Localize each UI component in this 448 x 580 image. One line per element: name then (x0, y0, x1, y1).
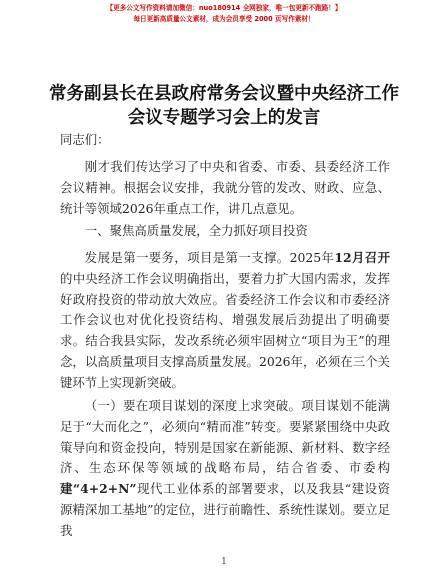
paragraph-text: 发展是第一要务，项目是第一支撑。2025年 (84, 250, 335, 265)
paragraph-intro: 刚才我们传达学习了中央和省委、市委、县委经济工作会议精神。根据会议安排，我就分管的发改、财政、应急、统计等领域2026年重点工作，讲几点意见。 (60, 159, 390, 216)
title-line-2: 会议专题学习会上的发言 (127, 108, 321, 128)
paragraph-project-investment (60, 248, 390, 394)
paragraph-text: 的中央经济工作会议明确指出，要着力扩大国内需求，发挥好政府投资的带动放大效应。省委经济工作会议和市委经济工作会议也对优化投资结构、增强发展后劲提出了明确要求。结合我县实际，发改系统必须牢固树立“项目为王”的理念，以高质量项目支撑高质量发展。2026年，必须在三个关键环节上实现新突破。 (60, 270, 390, 390)
section-heading-1: 一、聚焦高质量发展，全力抓好项目投资 (84, 223, 308, 238)
paragraph-text: 现代工业体系的部署要求，以及我县“建设资源精深加工基地”的定位，进行前瞻性、系统性谋划。要立足我 (60, 481, 390, 538)
emphasis-text: 12月召开 (334, 250, 390, 265)
emphasis-text: 建“4+2+N” (60, 481, 137, 497)
paragraph-project-planning (60, 396, 390, 542)
promo-banner-line-1: 【更多公文写作资料请加微信：nuo180914 全网独家，唯一包更新不跑路！】 (106, 4, 342, 12)
page-number: 1 (221, 557, 227, 567)
promo-banner-line-2: 每日更新高质量公文素材，成为会员享受 2000 页写作素材！ (133, 15, 315, 23)
salutation: 同志们： (60, 132, 110, 147)
document-title (40, 82, 408, 130)
title-line-1: 常务副县长在县政府常务会议暨中央经济工作 (49, 84, 399, 104)
paragraph-text: （一）要在项目谋划的深度上求突破。项目谋划不能满足于“大而化之”，必须向“精而准”转变。要紧紧围绕中央政策导向和资金投向，特别是国家在新能源、新材料、数字经济、生态环保等领域的战略布局，结合省委、市委构 (60, 398, 390, 476)
